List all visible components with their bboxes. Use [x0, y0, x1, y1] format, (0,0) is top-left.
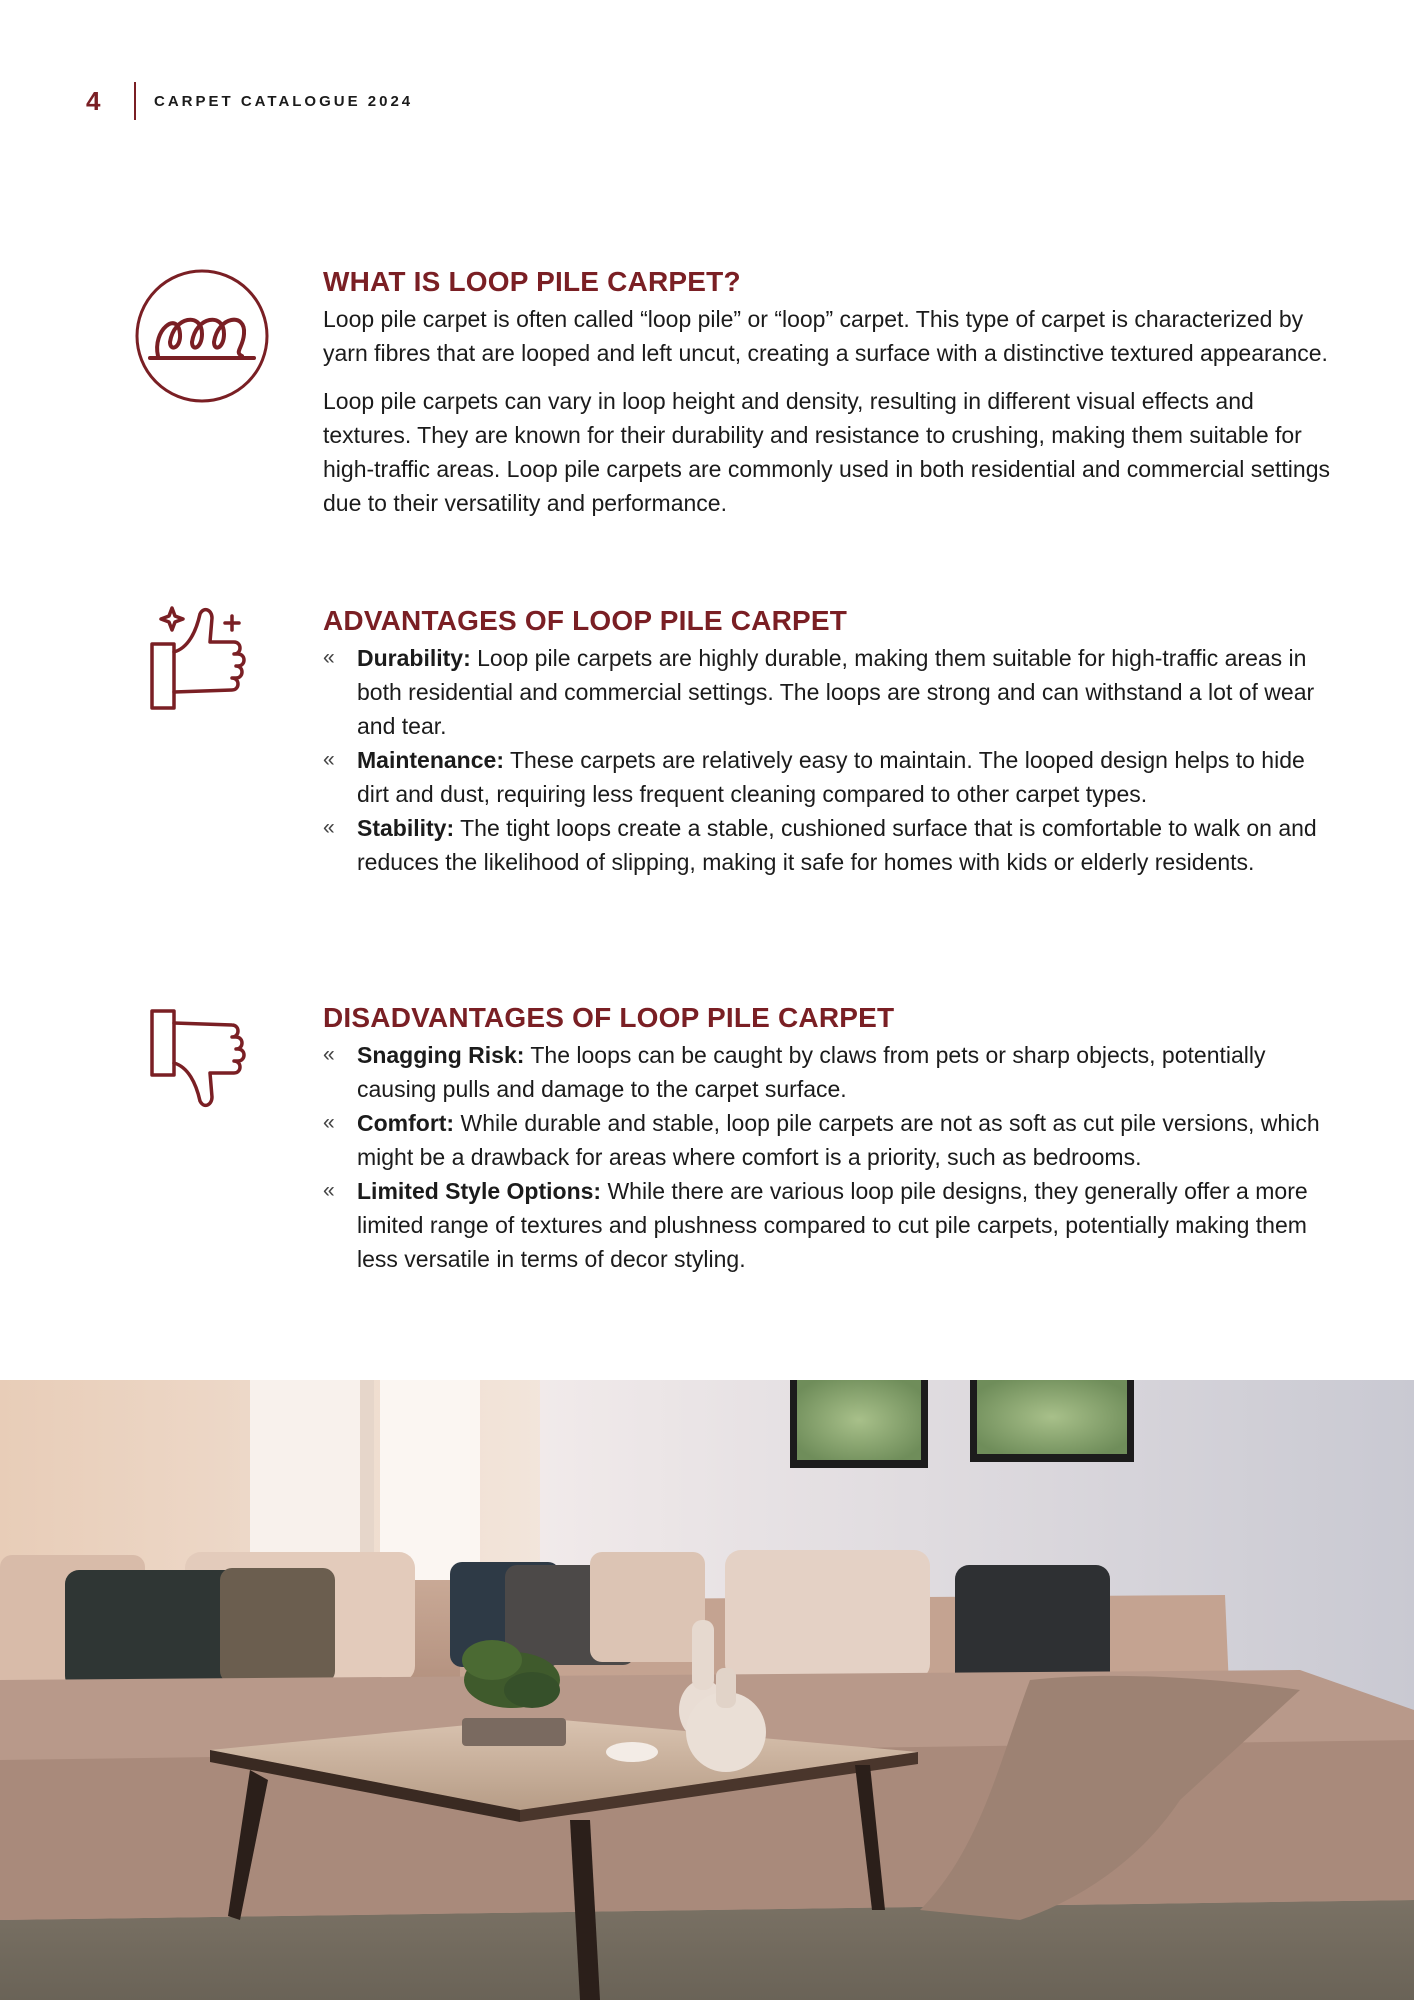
disadvantages-heading: DISADVANTAGES OF LOOP PILE CARPET: [323, 1002, 895, 1033]
what-is-heading: WHAT IS LOOP PILE CARPET?: [323, 266, 741, 297]
what-is-paragraph: Loop pile carpet is often called “loop pile” or “loop” carpet. This type of carpet is characterized by yarn fibres that are looped and left uncut, creating a surface with a distinctive textured appearance.: [323, 306, 1328, 366]
what-is-paragraph: Loop pile carpets can vary in loop height and density, resulting in different visual effects and textures. They are known for their durability and resistance to crushing, making them suitable for high-traffic areas. Loop pile carpets are commonly used in both residential and commercial settings due to their versatility and performance.: [323, 388, 1330, 516]
item-text: These carpets are relatively easy to maintain. The looped design helps to hide dirt and dust, requiring less frequent cleaning compared to other carpet types.: [357, 747, 1305, 807]
advantages-section: [323, 605, 1333, 879]
list-item: [323, 1174, 1333, 1276]
item-term: Snagging Risk:: [357, 1042, 525, 1068]
item-term: Maintenance:: [357, 747, 504, 773]
living-room-illustration: [0, 1380, 1414, 2000]
item-text: Loop pile carpets are highly durable, making them suitable for high-traffic areas in both residential and commercial settings. The loops are strong and can withstand a lot of wear and tear.: [357, 645, 1315, 739]
advantages-heading: ADVANTAGES OF LOOP PILE CARPET: [323, 605, 848, 636]
item-text: The loops can be caught by claws from pets or sharp objects, potentially causing pulls and damage to the carpet surface.: [357, 1042, 1266, 1102]
list-item: [323, 743, 1333, 811]
item-text: While there are various loop pile designs, they generally offer a more limited range of textures and plushness compared to cut pile carpets, potentially making them less versatile in terms of decor styling.: [357, 1178, 1308, 1272]
bullet-glyph: «: [323, 816, 335, 839]
loop-pile-icon: [134, 268, 270, 404]
list-item: [323, 811, 1333, 879]
item-term: Stability:: [357, 815, 455, 841]
disadvantages-section: [323, 1002, 1333, 1276]
disadvantages-list: [323, 1038, 1333, 1276]
bullet-glyph: «: [323, 1179, 335, 1202]
what-is-section: [323, 266, 1333, 534]
header-divider: [134, 82, 136, 120]
list-item: [323, 1038, 1333, 1106]
bullet-glyph: «: [323, 646, 335, 669]
item-text: While durable and stable, loop pile carpets are not as soft as cut pile versions, which might be a drawback for areas where comfort is a priority, such as bedrooms.: [357, 1110, 1320, 1170]
item-term: Limited Style Options:: [357, 1178, 602, 1204]
list-item: [323, 641, 1333, 743]
page-number: 4: [86, 85, 101, 116]
living-room-photo: [0, 1380, 1414, 2000]
thumbs-down-icon: [144, 1003, 258, 1113]
page-header: [86, 82, 413, 120]
item-text: The tight loops create a stable, cushioned surface that is comfortable to walk on and reduces the likelihood of slipping, making it safe for homes with kids or elderly residents.: [357, 815, 1317, 875]
bullet-glyph: «: [323, 1111, 335, 1134]
bullet-glyph: «: [323, 748, 335, 771]
item-term: Comfort:: [357, 1110, 455, 1136]
list-item: [323, 1106, 1333, 1174]
thumbs-up-icon: [144, 602, 258, 712]
bullet-glyph: «: [323, 1043, 335, 1066]
item-term: Durability:: [357, 645, 471, 671]
catalogue-title: CARPET CATALOGUE 2024: [154, 92, 414, 110]
advantages-list: [323, 641, 1333, 879]
